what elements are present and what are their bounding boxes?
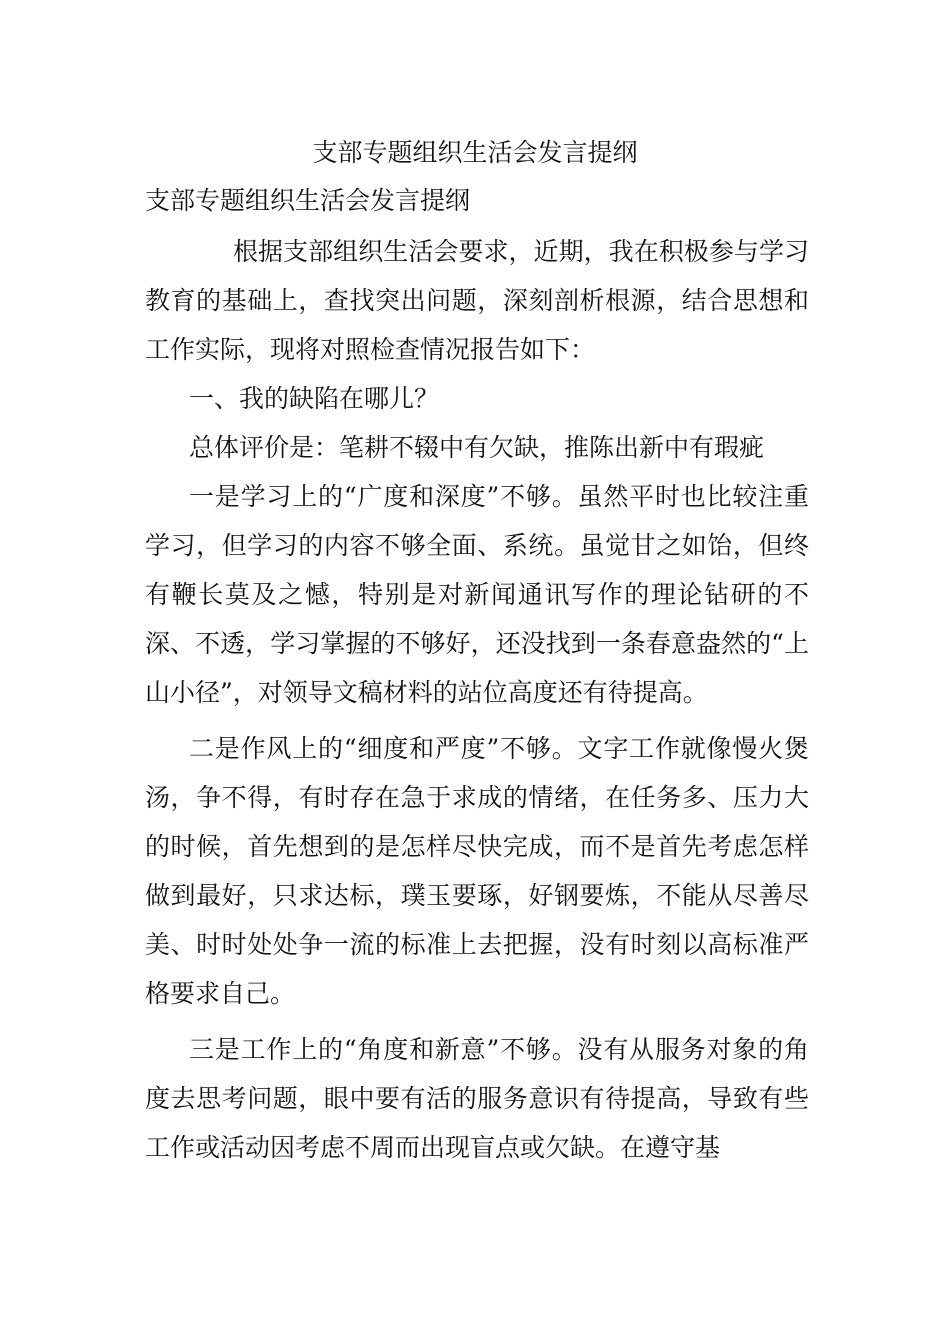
paragraph-overall-evaluation: 总体评价是：笔耕不辍中有欠缺，推陈出新中有瑕疵 <box>189 433 765 462</box>
document-subtitle: 支部专题组织生活会发言提纲 <box>145 186 471 215</box>
paragraph-work-angle: 三是工作上的“角度和新意”不够。没有从服务对象的角度去思考问题，眼中要有活的服务意识有待提高，导致有些工作或活动因考虑不周而出现盲点或欠缺。在遵守基 <box>145 1035 809 1162</box>
paragraph-study: 一是学习上的“广度和深度”不够。虽然平时也比较注重学习，但学习的内容不够全面、系统。虽觉甘之如饴，但终有鞭长莫及之憾，特别是对新闻通讯写作的理论钻研的不深、不透，学习掌握的不够好，还没找到一条春意盎然的“上山小径”，对领导文稿材料的站位高度还有待提高。 <box>145 482 809 707</box>
document-title: 支部专题组织生活会发言提纲 <box>312 138 638 167</box>
paragraph-work-style: 二是作风上的“细度和严度”不够。文字工作就像慢火煲汤，争不得，有时存在急于求成的情绪，在任务多、压力大的时候，首先想到的是怎样尽快完成，而不是首先考虑怎样做到最好，只求达标，璞玉要琢，好钢要炼，不能从尽善尽美、时时处处争一流的标准上去把握，没有时刻以高标准严格要求自己。 <box>145 734 809 1008</box>
paragraph-intro: 根据支部组织生活会要求，近期，我在积极参与学习教育的基础上，查找突出问题，深刻剖析根源，结合思想和工作实际，现将对照检查情况报告如下： <box>145 237 809 364</box>
section-heading: 一、我的缺陷在哪儿？ <box>189 384 440 413</box>
document-body <box>145 227 809 1172</box>
